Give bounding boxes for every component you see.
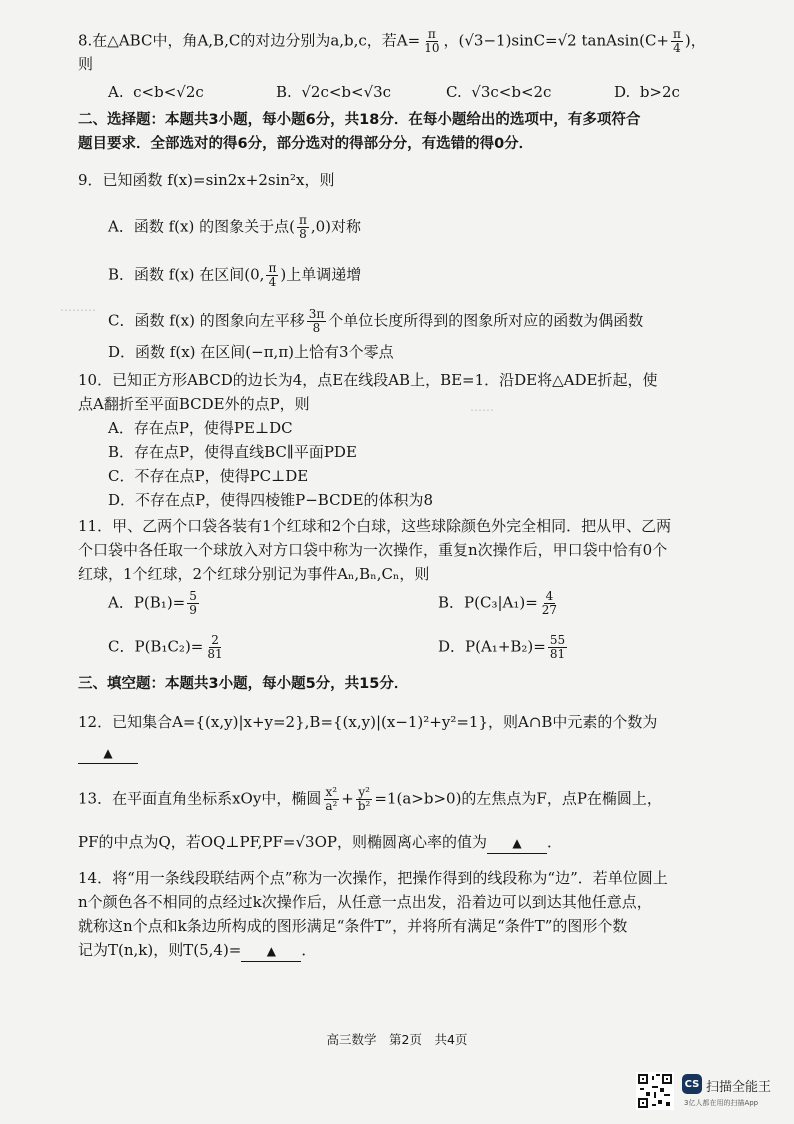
frac-den: 81 [549,647,566,661]
q12-stem: 12．已知集合A={(x,y)|x+y=2},B={(x,y)|(x−1)²+y²=1}，则A∩B中元素的个数为 [78,713,658,731]
option-text: C．函数 f(x) 的图象向左平移 [108,311,305,330]
answer-blank: ▲ [241,941,301,962]
q14-text: ． [301,941,317,959]
option-letter: D. [614,83,631,101]
bleed-through-mark: …… [470,400,494,414]
q9c-frac [307,308,327,335]
option-text: √2c<b<√3c [301,83,392,101]
q11-stem-line2: 个口袋中各任取一个球放入对方口袋中称为一次操作，重复n次操作后，甲口袋中恰有0个 [78,541,668,559]
q13-text: =1(a>b>0)的左焦点为F，点P在椭圆上， [374,789,662,808]
q8-option-b [276,82,391,102]
q9-option-a [108,214,361,241]
q8-frac-a [422,28,441,55]
q8-frac-b [671,28,683,55]
q13-frac-x [323,786,339,813]
frac-den: 10 [424,41,440,55]
q14-text: 记为T(n,k)，则T(5,4)= [78,941,242,959]
q11b-frac [540,590,559,617]
option-text: A．P(B₁)= [108,593,186,612]
section2-header-line1: 二、选择题：本题共3小题，每小题6分，共18分．在每小题给出的选项中，有多项符合 [78,112,641,128]
q8-stem [78,28,706,55]
q9-option-d: D．函数 f(x) 在区间(−π,π)上恰有3个零点 [108,343,394,361]
frac-num: x² [325,785,338,799]
q13-stem-line1 [78,786,662,813]
q10-stem-line1: 10．已知正方形ABCD的边长为4，点E在线段AB上，BE=1．沿DE将△ADE折起，使 [78,371,658,389]
frac-num: 4 [545,589,554,603]
q10-option-b: B．存在点P，使得直线BC∥平面PDE [108,443,357,461]
q9b-frac [266,262,278,289]
frac-num: 55 [549,633,566,647]
frac-den: 9 [189,603,197,617]
section3-header: 三、填空题：本题共3小题，每小题5分，共15分． [78,676,409,692]
q9-option-b [108,262,361,289]
frac-den: 8 [299,227,307,241]
q11d-frac [548,634,567,661]
option-text: b>2c [639,83,680,101]
option-letter: C. [446,83,462,101]
camscanner-logo-icon: CS [682,1074,702,1094]
q9-stem: 9．已知函数 f(x)=sin2x+2sin²x，则 [78,171,335,189]
option-text: D．P(A₁+B₂)= [438,637,546,656]
q13-stem-line2 [78,832,562,854]
q10-option-a: A．存在点P，使得PE⊥DC [108,419,293,437]
q11-option-b [438,590,561,617]
option-letter: B. [276,83,292,101]
frac-den: 81 [207,647,223,661]
frac-den: 27 [541,603,558,617]
frac-num: 3π [308,307,325,321]
q8-then: 则 [78,55,94,73]
q8-option-d [614,82,680,102]
option-letter: A. [108,83,124,101]
q11-option-a [108,590,201,617]
q8-mid-text: ，(√3−1)sinC=√2 tanAsin(C+ [443,31,670,50]
q13-text: 13．在平面直角坐标系xOy中，椭圆 [78,789,322,808]
q14-stem-line2: n个颜色各不相同的点经过k次操作后，从任意一点出发，沿着边可以到达其他任意点， [78,893,652,911]
q8-end-text: )， [684,31,706,50]
option-text: B．函数 f(x) 在区间(0, [108,265,265,284]
page-footer: 高三数学 第2页 共4页 [326,1032,468,1047]
q14-stem-line4 [78,940,316,962]
frac-den: a² [325,799,338,813]
frac-den: 8 [312,321,321,335]
option-text: 个单位长度所得到的图象所对应的函数为偶函数 [328,311,644,330]
q9-option-c [108,308,643,335]
q11-stem-line3: 红球，1个红球，2个红球分别记为事件Aₙ,Bₙ,Cₙ，则 [78,565,430,583]
option-text: ,0)对称 [310,217,361,236]
q11-stem-line1: 11．甲、乙两个口袋各装有1个红球和2个白球，这些球除颜色外完全相同．把从甲、乙两 [78,517,672,535]
frac-num: 5 [189,589,197,603]
frac-num: π [298,213,307,227]
q11c-frac [205,634,224,661]
scanner-app-name: 扫描全能王 [706,1080,772,1095]
scanner-app-tagline: 3亿人都在用的扫描App [684,1099,759,1107]
answer-blank: ▲ [487,833,547,854]
q8-option-a [108,82,204,102]
frac-num: π [268,261,277,275]
q14-stem-line3: 就称这n个点和k条边所构成的图形满足“条件T”，并将所有满足“条件T”的图形个数 [78,917,628,935]
q10-option-c: C．不存在点P，使得PC⊥DE [108,467,309,485]
option-text: √3c<b<2c [471,83,552,101]
section2-header-line2: 题目要求．全部选对的得6分，部分选对的得部分分，有选错的得0分． [78,136,534,152]
q11a-frac [187,590,199,617]
q8-stem-text: 8.在△ABC中，角A,B,C的对边分别为a,b,c，若A= [78,31,421,50]
q9a-frac [297,214,309,241]
answer-blank: ▲ [78,743,138,764]
option-text: c<b<√2c [133,83,204,101]
option-text: B．P(C₃|A₁)= [438,593,538,612]
q12-answer-line [78,742,138,764]
q11-option-c [108,634,227,661]
frac-num: 2 [211,633,219,647]
option-text: C．P(B₁C₂)= [108,637,204,656]
q13-text: + [341,789,354,808]
q10-option-d: D．不存在点P，使得四棱锥P−BCDE的体积为8 [108,491,434,509]
q14-stem-line1: 14．将“用一条线段联结两个点”称为一次操作，把操作得到的线段称为“边”．若单位圆上 [78,869,668,887]
option-text: A．函数 f(x) 的图象关于点( [108,217,295,236]
frac-den: 4 [268,275,277,289]
q8-option-c [446,82,551,102]
frac-den: b² [357,799,371,813]
qr-code-icon [636,1072,674,1110]
q13-text: PF的中点为Q，若OQ⊥PF,PF=√3OP，则椭圆离心率的值为 [78,833,487,851]
frac-den: 4 [673,41,681,55]
q13-text: ． [547,833,563,851]
frac-num: π [427,27,436,41]
q13-frac-y [356,786,373,813]
bleed-through-mark: ……… [60,300,96,314]
option-text: )上单调递增 [280,265,362,284]
q11-option-d [438,634,569,661]
frac-num: y² [358,785,370,799]
q10-stem-line2: 点A翻折至平面BCDE外的点P，则 [78,395,310,413]
frac-num: π [673,27,681,41]
